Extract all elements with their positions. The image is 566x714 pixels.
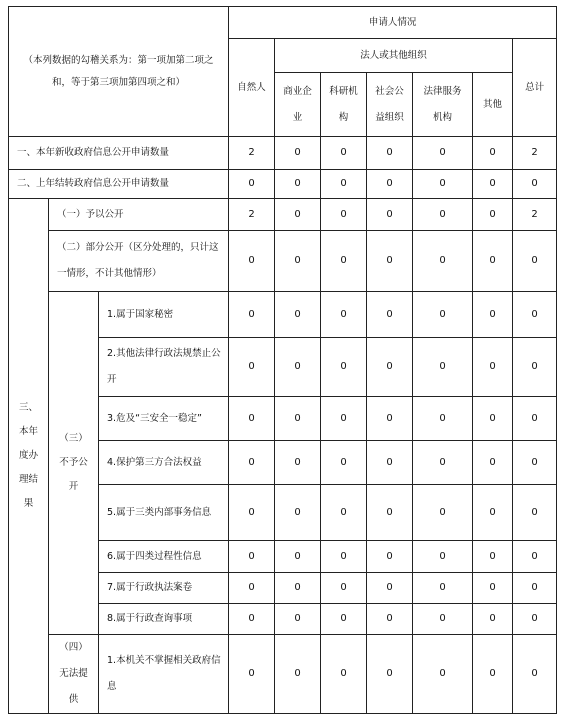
applicant-status-header: 申请人情况 <box>229 7 557 39</box>
cell: 0 <box>275 635 321 714</box>
cell: 0 <box>321 338 367 397</box>
cell: 0 <box>367 170 413 199</box>
cell: 0 <box>513 231 557 292</box>
cell: 0 <box>513 604 557 635</box>
section3-label: 三、本年度办理结果 <box>9 199 49 714</box>
row-label: （二）部分公开（区分处理的，只计这一情形，不计其他情形） <box>49 231 229 292</box>
cell: 0 <box>413 604 473 635</box>
cell: 0 <box>367 231 413 292</box>
row-label: （一）予以公开 <box>49 199 229 231</box>
cell: 0 <box>321 231 367 292</box>
cell: 0 <box>473 441 513 485</box>
cell: 0 <box>413 199 473 231</box>
cell: 0 <box>473 635 513 714</box>
table-row <box>9 292 557 338</box>
legal-org-header: 法人或其他组织 <box>275 39 513 73</box>
cell: 0 <box>513 397 557 441</box>
cell: 0 <box>473 397 513 441</box>
table-row <box>9 231 557 292</box>
cell: 0 <box>513 441 557 485</box>
commercial-header: 商业企业 <box>275 73 321 137</box>
cell: 0 <box>473 338 513 397</box>
cell: 0 <box>513 338 557 397</box>
cell: 0 <box>473 292 513 338</box>
cell: 2 <box>513 199 557 231</box>
cell: 0 <box>513 170 557 199</box>
total-header: 总计 <box>513 39 557 137</box>
cell: 0 <box>275 170 321 199</box>
cell: 0 <box>413 292 473 338</box>
cell: 0 <box>275 604 321 635</box>
cell: 0 <box>367 338 413 397</box>
cell: 2 <box>229 199 275 231</box>
cell: 0 <box>275 338 321 397</box>
cell: 0 <box>229 338 275 397</box>
cell: 0 <box>473 573 513 604</box>
cell: 0 <box>367 199 413 231</box>
cell: 0 <box>367 485 413 541</box>
cell: 0 <box>513 635 557 714</box>
cell: 0 <box>321 604 367 635</box>
cell: 0 <box>229 292 275 338</box>
cell: 0 <box>513 292 557 338</box>
cell: 0 <box>367 137 413 170</box>
cell: 0 <box>275 397 321 441</box>
row-label: 2.其他法律行政法规禁止公开 <box>99 338 229 397</box>
cell: 0 <box>473 199 513 231</box>
row-label: 5.属于三类内部事务信息 <box>99 485 229 541</box>
cell: 0 <box>367 541 413 573</box>
cell: 0 <box>473 604 513 635</box>
cell: 0 <box>275 541 321 573</box>
table-row <box>9 635 557 714</box>
table-row <box>9 170 557 199</box>
cell: 0 <box>229 485 275 541</box>
cell: 0 <box>473 137 513 170</box>
cell: 0 <box>473 231 513 292</box>
natural-person-header: 自然人 <box>229 39 275 137</box>
cell: 2 <box>229 137 275 170</box>
cell: 0 <box>321 137 367 170</box>
cell: 0 <box>367 441 413 485</box>
cell: 0 <box>367 573 413 604</box>
cell: 0 <box>275 573 321 604</box>
cell: 0 <box>229 541 275 573</box>
row-label: 1.本机关不掌握相关政府信息 <box>99 635 229 714</box>
cell: 0 <box>413 573 473 604</box>
cell: 0 <box>229 573 275 604</box>
cell: 0 <box>367 604 413 635</box>
row-label: 8.属于行政查询事项 <box>99 604 229 635</box>
row-label: 1.属于国家秘密 <box>99 292 229 338</box>
cell: 0 <box>367 397 413 441</box>
cell: 2 <box>513 137 557 170</box>
row-label: 6.属于四类过程性信息 <box>99 541 229 573</box>
cell: 0 <box>321 397 367 441</box>
cell: 0 <box>275 137 321 170</box>
table-row <box>9 199 557 231</box>
social-welfare-header: 社会公益组织 <box>367 73 413 137</box>
cell: 0 <box>413 635 473 714</box>
cell: 0 <box>321 170 367 199</box>
cell: 0 <box>513 485 557 541</box>
research-header: 科研机构 <box>321 73 367 137</box>
row-label: 一、本年新收政府信息公开申请数量 <box>9 137 229 170</box>
cell: 0 <box>413 170 473 199</box>
cell: 0 <box>413 441 473 485</box>
cell: 0 <box>321 541 367 573</box>
cell: 0 <box>413 338 473 397</box>
cell: 0 <box>321 485 367 541</box>
cell: 0 <box>367 635 413 714</box>
row-label: 7.属于行政执法案卷 <box>99 573 229 604</box>
cell: 0 <box>275 441 321 485</box>
cell: 0 <box>275 199 321 231</box>
cell: 0 <box>473 170 513 199</box>
cell: 0 <box>229 635 275 714</box>
cell: 0 <box>229 441 275 485</box>
cell: 0 <box>229 231 275 292</box>
cell: 0 <box>321 199 367 231</box>
row-label: 4.保护第三方合法权益 <box>99 441 229 485</box>
group-3-4-label: （四）无法提供 <box>49 635 99 714</box>
cell: 0 <box>473 541 513 573</box>
cell: 0 <box>229 604 275 635</box>
cell: 0 <box>321 441 367 485</box>
cell: 0 <box>275 292 321 338</box>
cell: 0 <box>413 485 473 541</box>
cell: 0 <box>413 137 473 170</box>
cell: 0 <box>229 397 275 441</box>
cell: 0 <box>275 231 321 292</box>
cell: 0 <box>413 397 473 441</box>
cell: 0 <box>321 573 367 604</box>
cell: 0 <box>321 292 367 338</box>
cell: 0 <box>413 231 473 292</box>
cell: 0 <box>413 541 473 573</box>
cell: 0 <box>367 292 413 338</box>
cell: 0 <box>229 170 275 199</box>
cell: 0 <box>513 541 557 573</box>
other-header: 其他 <box>473 73 513 137</box>
table-row <box>9 137 557 170</box>
disclosure-stats-table <box>8 6 557 714</box>
cell: 0 <box>275 485 321 541</box>
cell: 0 <box>473 485 513 541</box>
row-label: 3.危及“三安全一稳定” <box>99 397 229 441</box>
cell: 0 <box>321 635 367 714</box>
group-3-3-label: （三）不予公开 <box>49 292 99 635</box>
cell: 0 <box>513 573 557 604</box>
row-label: 二、上年结转政府信息公开申请数量 <box>9 170 229 199</box>
note-cell: （本列数据的勾稽关系为：第一项加第二项之和，等于第三项加第四项之和） <box>9 7 229 137</box>
legal-service-header: 法律服务机构 <box>413 73 473 137</box>
